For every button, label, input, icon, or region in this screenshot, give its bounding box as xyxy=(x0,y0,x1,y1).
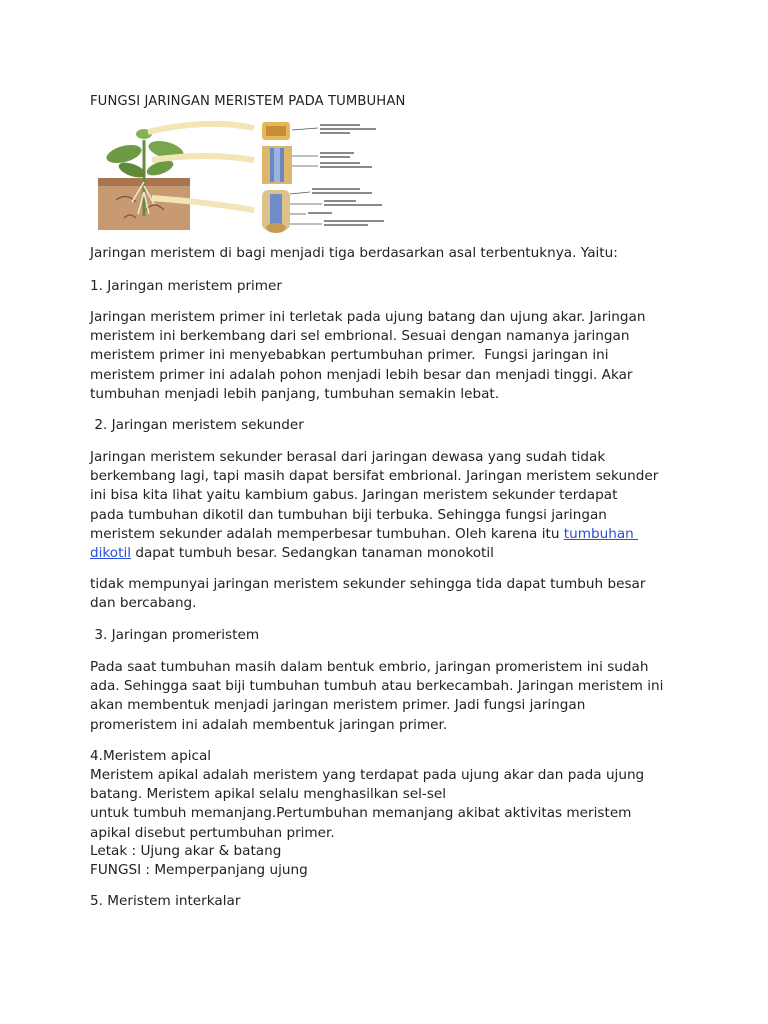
section-5-heading: 5. Meristem interkalar xyxy=(90,893,241,909)
section-2-text: Jaringan meristem sekunder berasal dari jaringan dewasa yang sudah tidak berkembang lagi, tapi masih dapat bersifat embrional. Jaringan meristem sekunder ini bisa kita lihat yaitu kambium gabus. Jaringan meristem sekunder terdapat pada tumbuhan dikotil dan tumbuhan biji terbuka. Sehingga fungsi jaringan meristem sekunder adalah memperbesar tumbuhan. Oleh karena itu xyxy=(90,449,659,542)
document-title: FUNGSI JARINGAN MERISTEM PADA TUMBUHAN xyxy=(90,94,406,109)
section-3-body: Pada saat tumbuhan masih dalam bentuk embrio, jaringan promeristem ini sudah ada. Sehingga saat biji tumbuhan tumbuh atau berkecambah. Jaringan meristem ini akan membentuk menjadi jaringan meristem primer. Jadi fungsi jaringan promeristem ini adalah membentuk jaringan primer. xyxy=(90,659,664,733)
intro-paragraph: Jaringan meristem di bagi menjadi tiga berdasarkan asal terbentuknya. Yaitu: xyxy=(90,245,618,261)
section-2-body xyxy=(90,448,690,563)
dikotil-link-part2[interactable]: dikotil xyxy=(90,545,131,562)
section-2-continuation: tidak mempunyai jaringan meristem sekunder sehingga tida dapat tumbuh besar dan bercabang. xyxy=(90,576,646,612)
section-3-heading: 3. Jaringan promeristem xyxy=(90,627,260,643)
dikotil-link-part1[interactable]: tumbuhan xyxy=(563,525,639,542)
section-4-heading: 4.Meristem apical xyxy=(90,748,212,764)
section-2-text-after-link: dapat tumbuh besar. Sedangkan tanaman monokotil xyxy=(131,545,494,562)
section-2-heading: 2. Jaringan meristem sekunder xyxy=(90,417,304,433)
plant-meristem-illustration xyxy=(96,120,422,234)
section-4-fungsi: FUNGSI : Memperpanjang ujung xyxy=(90,862,308,878)
section-1-body: Jaringan meristem primer ini terletak pada ujung batang dan ujung akar. Jaringan meristem ini berkembang dari sel embrional. Sesuai dengan namanya jaringan meristem primer ini menyebabkan pertumbuhan primer. Fungsi jaringan ini meristem primer ini adalah pohon menjadi lebih besar dan menjadi tinggi. Akar tumbuhan menjadi lebih panjang, tumbuhan semakin lebat. xyxy=(90,309,646,402)
section-1-heading: 1. Jaringan meristem primer xyxy=(90,278,283,294)
section-4-body: Meristem apikal adalah meristem yang terdapat pada ujung akar dan pada ujung batang. Meristem apikal selalu menghasilkan sel-sel untuk tumbuh memanjang.Pertumbuhan memanjang akibat aktivitas meristem apikal disebut pertumbuhan primer. xyxy=(90,767,645,841)
section-4-letak: Letak : Ujung akar & batang xyxy=(90,843,282,859)
